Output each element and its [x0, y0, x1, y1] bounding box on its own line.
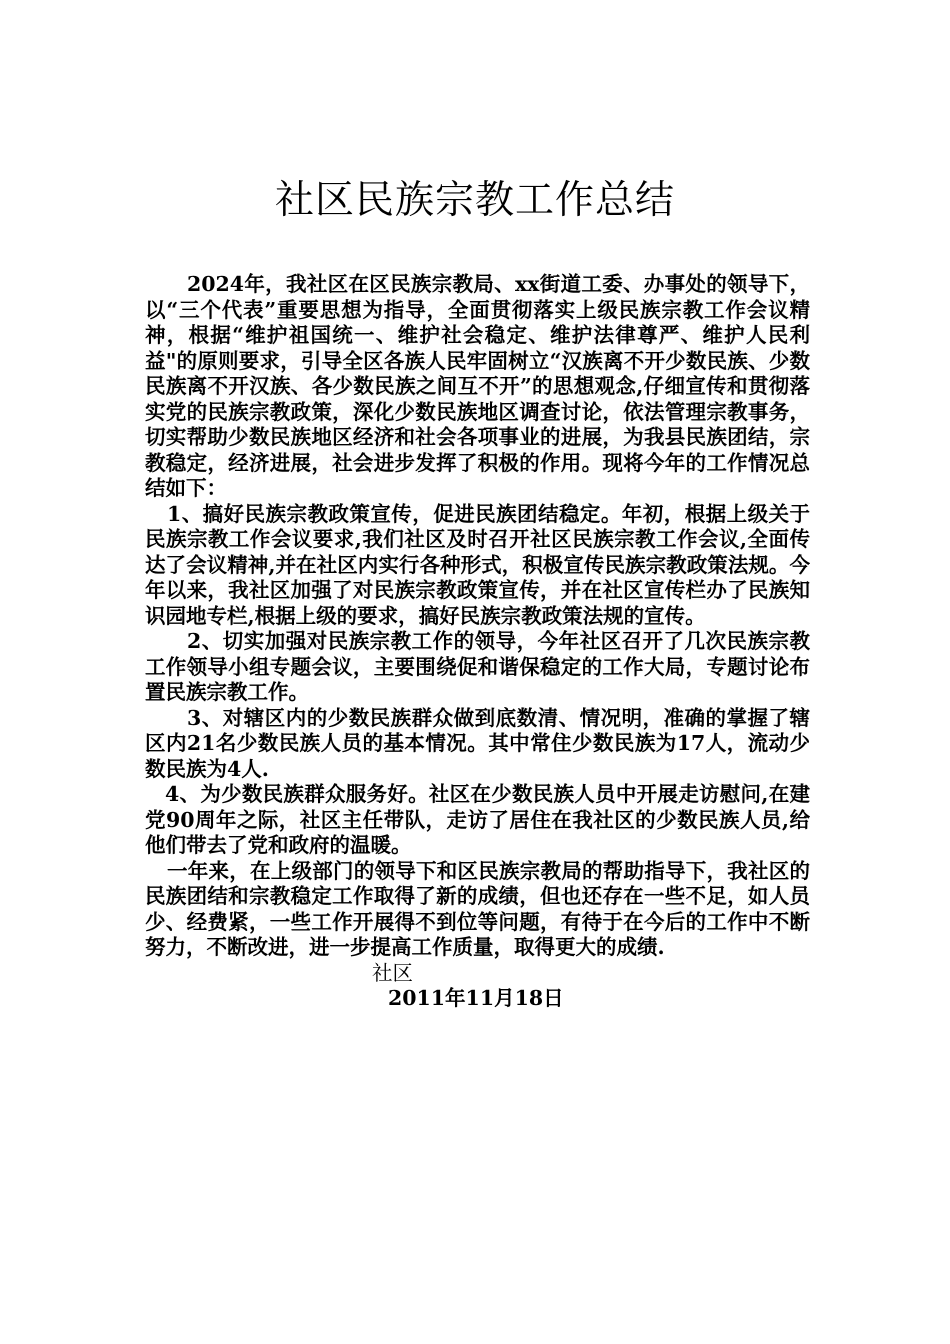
signature-block	[145, 961, 810, 1012]
paragraph-intro: 2024年，我社区在区民族宗教局、xx街道工委、办事处的领导下，以“三个代表”重要思想为指导，全面贯彻落实上级民族宗教工作会议精神，根据“维护祖国统一、维护社会稳定、维护法律尊严、维护人民利益"的原则要求，引导全区各族人民牢固树立“汉族离不开少数民族、少数民族离不开汉族、各少数民族之间互不开”的思想观念,仔细宣传和贯彻落实党的民族宗教政策，深化少数民族地区调查讨论，依法管理宗教事务，切实帮助少数民族地区经济和社会各项事业的进展，为我县民族团结，宗教稳定，经济进展，社会进步发挥了积极的作用。现将今年的工作情况总结如下：	[145, 272, 810, 500]
paragraph-conclusion: 一年来，在上级部门的领导下和区民族宗教局的帮助指导下，我社区的民族团结和宗教稳定工作取得了新的成绩，但也还存在一些不足，如人员少、经费紧，一些工作开展得不到位等问题，有待于在今后的工作中不断努力，不断改进，进一步提高工作质量，取得更大的成绩.	[145, 858, 810, 959]
paragraph-item-4: 4、为少数民族群众服务好。社区在少数民族人员中开展走访慰问,在建党90周年之际，社区主任带队，走访了居住在我社区的少数民族人员,给他们带去了党和政府的温暖。	[145, 782, 810, 857]
paragraph-item-2: 2、切实加强对民族宗教工作的领导，今年社区召开了几次民族宗教工作领导小组专题会议，主要围绕促和谐保稳定的工作大局，专题讨论布置民族宗教工作。	[145, 629, 810, 704]
paragraph-item-1: 1、搞好民族宗教政策宣传，促进民族团结稳定。年初，根据上级关于民族宗教工作会议要求,我们社区及时召开社区民族宗教工作会议,全面传达了会议精神,并在社区内实行各种形式，积极宣传民族宗教政策法规。今年以来，我社区加强了对民族宗教政策宣传，并在社区宣传栏办了民族知识园地专栏,根据上级的要求，搞好民族宗教政策法规的宣传。	[145, 501, 810, 628]
paragraph-item-3: 3、对辖区内的少数民族群众做到底数清、情况明，准确的掌握了辖区内21名少数民族人员的基本情况。其中常住少数民族为17人，流动少数民族为4人.	[145, 705, 810, 781]
signature-date: 2011年11月18日	[388, 986, 564, 1010]
signature-organization: 社区	[372, 960, 413, 985]
document-body	[145, 272, 810, 1012]
document-title: 社区民族宗教工作总结	[274, 178, 675, 223]
